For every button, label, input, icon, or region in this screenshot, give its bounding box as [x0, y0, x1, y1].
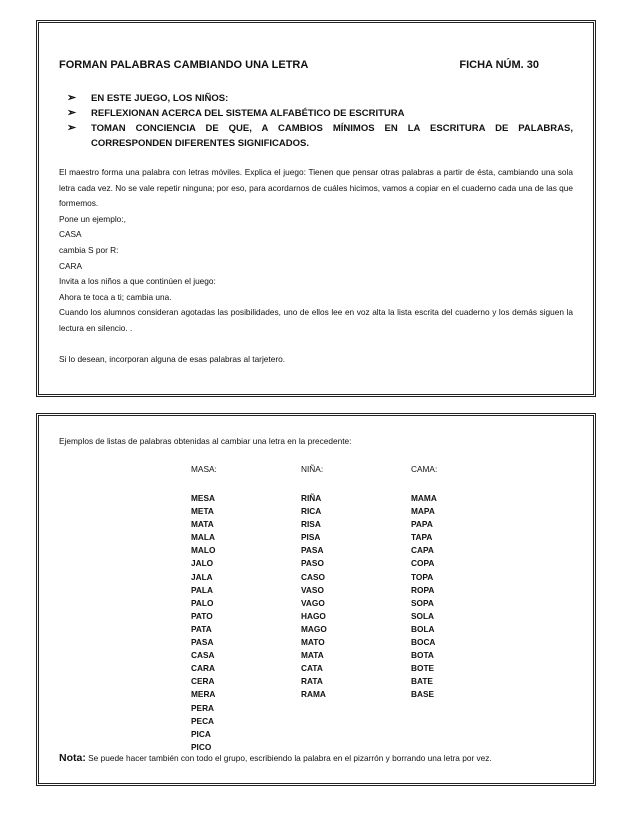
note-text: Se puede hacer también con todo el grupo, escribiendo la palabra en el pizarrón y borrando una letra por vez.	[85, 753, 492, 763]
list-item: PECA	[191, 715, 215, 726]
list-item: PATA	[191, 623, 212, 634]
examples-intro: Ejemplos de listas de palabras obtenidas al cambiar una letra en la precedente:	[59, 436, 352, 446]
activity-card	[36, 20, 596, 397]
instruction-line: Pone un ejemplo:,	[59, 213, 126, 224]
list-item: RATA	[301, 676, 323, 687]
instruction-line: cambia S por R:	[59, 244, 119, 255]
list-item: PALO	[191, 597, 214, 608]
list-item: PASO	[301, 558, 324, 569]
list-item: VASO	[301, 584, 324, 595]
column-head: CAMA:	[411, 464, 438, 474]
list-item: PASA	[301, 545, 324, 556]
list-item: MATA	[301, 650, 324, 661]
closing-line: Si lo desean, incorporan alguna de esas palabras al tarjetero.	[59, 353, 286, 364]
list-item: MATO	[301, 637, 325, 648]
instruction-line: CASA	[59, 229, 82, 240]
list-item: ➢ EN ESTE JUEGO, LOS NIÑOS:	[67, 92, 229, 104]
list-item: COPA	[411, 558, 435, 569]
list-item: BASE	[411, 689, 435, 700]
note-label: Nota:	[59, 752, 86, 764]
paragraph-intro: El maestro forma una palabra con letras móviles. Explica el juego: Tienen que pensar otras palabras a partir de ésta, cambiando una sola letra cada vez. No se vale repetir ninguna; por eso, para acordarnos de cuáles hicimos, vamos a copiar en el cuaderno cada una de las que formemos.	[59, 167, 573, 209]
list-item: VAGO	[301, 597, 325, 608]
list-item: RAMA	[301, 689, 326, 700]
list-item: TOPA	[411, 571, 434, 582]
list-item: TAPA	[411, 532, 433, 543]
card-title: FORMAN PALABRAS CAMBIANDO UNA LETRA	[59, 59, 309, 71]
list-item: CAPA	[411, 545, 434, 556]
instructions	[59, 165, 573, 367]
word-column-cama	[411, 464, 521, 754]
list-item: PASA	[191, 637, 214, 648]
instruction-line: Invita a los niños a que continúen el juego:	[59, 276, 216, 287]
note	[59, 752, 583, 764]
list-item: PAPA	[411, 519, 433, 530]
list-item: META	[191, 506, 214, 517]
list-item: RIÑA	[301, 493, 322, 503]
list-item: MALO	[191, 545, 216, 556]
list-item: RICA	[301, 506, 322, 517]
word-column-nina	[301, 464, 411, 754]
column-head: MASA:	[191, 464, 217, 474]
list-item: CARA	[191, 663, 215, 674]
objectives-list	[67, 91, 573, 151]
arrow-bullet-icon: ➢	[67, 107, 77, 119]
list-item: PICA	[191, 728, 211, 739]
list-item: BOCA	[411, 637, 436, 648]
list-item: MAGO	[301, 623, 327, 634]
list-item: ➢ TOMAN CONCIENCIA DE QUE, A CAMBIOS MÍNIMOS EN LA ESCRITURA DE PALABRAS, CORRESPONDEN DIFERENTES SIGNIFICADOS.	[67, 122, 573, 149]
list-item: BOLA	[411, 623, 435, 634]
list-item: CASO	[301, 571, 325, 582]
list-item: SOPA	[411, 597, 434, 608]
list-item: MAMA	[411, 493, 437, 503]
instruction-line: Ahora te toca a ti; cambia una.	[59, 291, 172, 302]
arrow-bullet-icon: ➢	[67, 92, 77, 104]
list-item: MAPA	[411, 506, 435, 517]
list-item: MESA	[191, 493, 215, 503]
list-item: PERA	[191, 702, 215, 713]
list-item: ➢ REFLEXIONAN ACERCA DEL SISTEMA ALFABÉTICO DE ESCRITURA	[67, 107, 405, 119]
list-item: ROPA	[411, 584, 435, 595]
list-item: BOTA	[411, 650, 434, 661]
list-item: RISA	[301, 519, 321, 530]
arrow-bullet-icon: ➢	[67, 122, 77, 134]
column-head: NIÑA:	[301, 464, 324, 474]
word-column-masa	[191, 464, 301, 754]
list-item: MATA	[191, 519, 214, 530]
ficha-number: FICHA NÚM. 30	[459, 59, 539, 71]
paragraph-reading: Cuando los alumnos consideran agotadas las posibilidades, uno de ellos lee en voz alta la lista escrita del cuaderno y los demás siguen la lectura en silencio. .	[59, 307, 573, 333]
list-item: MALA	[191, 532, 215, 543]
instruction-line: CARA	[59, 260, 83, 271]
card-header	[59, 59, 573, 71]
list-item: CERA	[191, 676, 215, 687]
list-item: BATE	[411, 676, 433, 687]
list-item: PALA	[191, 584, 213, 595]
list-item: CASA	[191, 650, 215, 661]
examples-card	[36, 413, 596, 786]
list-item: BOTE	[411, 663, 435, 674]
list-item: PISA	[301, 532, 321, 543]
list-item: PICO	[191, 741, 212, 752]
list-item: SOLA	[411, 610, 435, 621]
list-item: CATA	[301, 663, 323, 674]
list-item: JALA	[191, 571, 213, 582]
list-item: MERA	[191, 689, 216, 700]
word-columns	[191, 464, 521, 754]
list-item: JALO	[191, 558, 214, 569]
list-item: HAGO	[301, 610, 326, 621]
list-item: PATO	[191, 610, 213, 621]
